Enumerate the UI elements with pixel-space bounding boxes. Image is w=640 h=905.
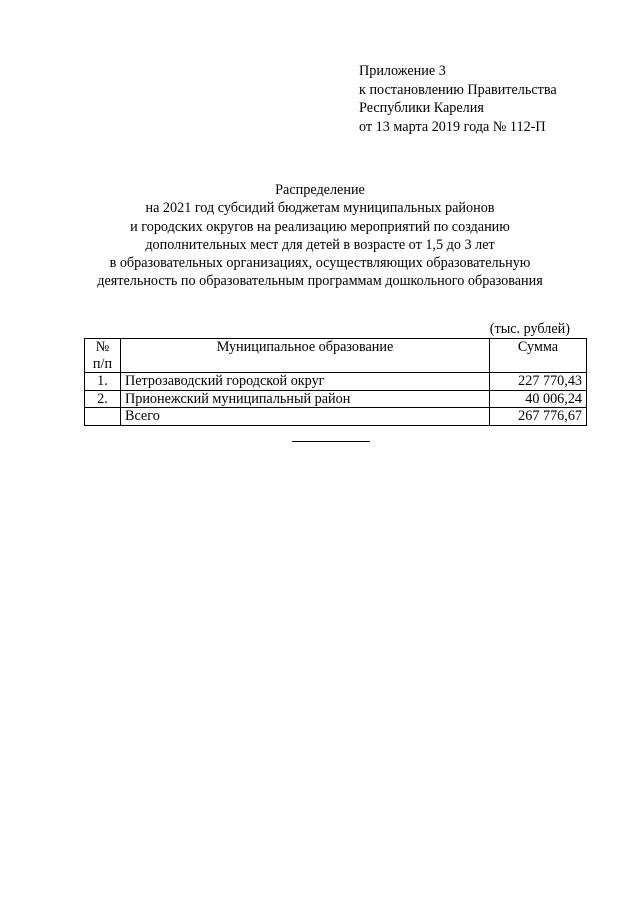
title-line: на 2021 год субсидий бюджетам муниципальных районов	[145, 200, 495, 217]
appendix-line: Республики Карелия	[359, 100, 484, 116]
total-sum: 267 776,67	[490, 408, 587, 426]
closing-rule	[292, 441, 370, 442]
appendix-line: от 13 марта 2019 года № 112-П	[359, 118, 546, 135]
row-municipality: Петрозаводский городской округ	[121, 373, 490, 391]
unit-label: (тыс. рублей)	[489, 321, 570, 337]
table-total-row	[85, 408, 587, 426]
total-label: Всего	[121, 408, 490, 426]
header-sum: Сумма	[490, 339, 587, 373]
distribution-table	[84, 338, 587, 426]
title-line: Распределение	[275, 182, 365, 198]
title-line: и городских округов на реализацию мероприятий по созданию	[130, 218, 510, 235]
row-number: 2.	[85, 390, 121, 408]
table-row	[85, 390, 587, 408]
appendix-line: к постановлению Правительства	[359, 81, 557, 98]
header-municipality: Муниципальное образование	[121, 339, 490, 373]
row-sum: 227 770,43	[490, 373, 587, 391]
row-sum: 40 006,24	[490, 390, 587, 408]
title-line: деятельность по образовательным программам дошкольного образования	[97, 273, 543, 290]
title-line: в образовательных организациях, осуществляющих образовательную	[109, 255, 531, 272]
total-number	[85, 408, 121, 426]
header-number-line: №	[95, 339, 110, 355]
appendix-line: Приложение 3	[359, 63, 446, 79]
document-title	[60, 181, 580, 291]
title-line: дополнительных мест для детей в возрасте от 1,5 до 3 лет	[145, 236, 495, 253]
header-number	[85, 339, 121, 373]
row-municipality: Прионежский муниципальный район	[121, 390, 490, 408]
table-row	[85, 373, 587, 391]
header-number-line: п/п	[92, 355, 113, 372]
table-header-row	[85, 339, 587, 373]
appendix-header	[359, 62, 557, 136]
row-number: 1.	[85, 373, 121, 391]
